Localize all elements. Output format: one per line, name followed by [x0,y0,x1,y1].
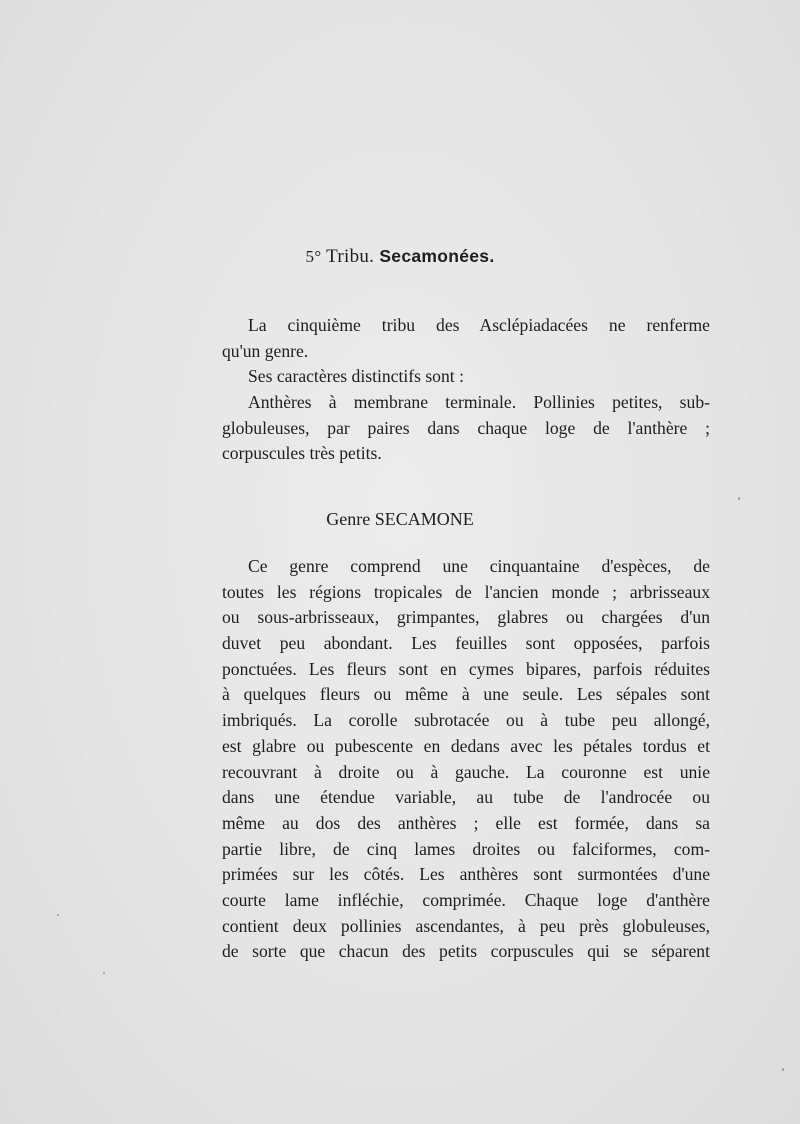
text-line: duvet peu abondant. Les feuilles sont opposées, parfois [222,633,710,654]
text-line: Ce genre comprend une cinquantaine d'espèces, de [248,556,710,576]
text-line: recouvrant à droite ou à gauche. La couronne est unie [222,761,710,782]
text-line: globuleuses, par paires dans chaque loge de l'anthère ; [222,417,710,438]
text-line: primées sur les côtés. Les anthères sont surmontées d'une [222,864,710,885]
text-line: même au dos des anthères ; elle est formée, dans sa [222,812,710,833]
text-line: dans une étendue variable, au tube de l'androcée ou [222,787,710,808]
text-line: ponctuées. Les fleurs sont en cymes bipares, parfois réduites [222,658,710,679]
tribe-word: Tribu. [326,246,375,267]
paper-speck [782,1068,784,1071]
text-line: est glabre ou pubescente en dedans avec les pétales tordus et [222,735,710,756]
text-line: qu'un genre. [222,340,309,361]
text-line: imbriqués. La corolle subrotacée ou à tube peu allongé, [222,710,710,731]
text-line: ou sous-arbrisseaux, grimpantes, glabres ou chargées d'un [222,607,710,628]
text-line: toutes les régions tropicales de l'ancien monde ; arbrisseaux [222,581,710,602]
text-line: partie libre, de cinq lames droites ou falciformes, com- [222,838,710,859]
text-line: de sorte que chacun des petits corpuscules qui se séparent [222,941,710,962]
text-line: corpuscules très petits. [222,443,382,464]
intro-paragraph [222,313,710,467]
tribe-number: 5° [305,247,322,266]
genre-description [222,554,710,965]
genre-title: Genre SECAMONE [326,509,474,529]
text-line: Ses caractères distinctifs sont : [248,366,464,387]
paper-speck [57,914,59,916]
text-line: La cinquième tribu des Asclépiadacées ne renferme [248,315,710,335]
tribe-heading [0,246,800,268]
paper-speck [103,972,105,974]
tribe-name: Secamonées. [379,246,495,266]
text-line: à quelques fleurs ou même à une seule. Les sépales sont [222,684,710,705]
paper-speck [738,497,740,500]
text-line: courte lame infléchie, comprimée. Chaque loge d'anthère [222,889,710,910]
text-line: contient deux pollinies ascendantes, à peu près globuleuses, [222,915,710,936]
text-line: Anthères à membrane terminale. Pollinies petites, sub- [248,392,710,413]
